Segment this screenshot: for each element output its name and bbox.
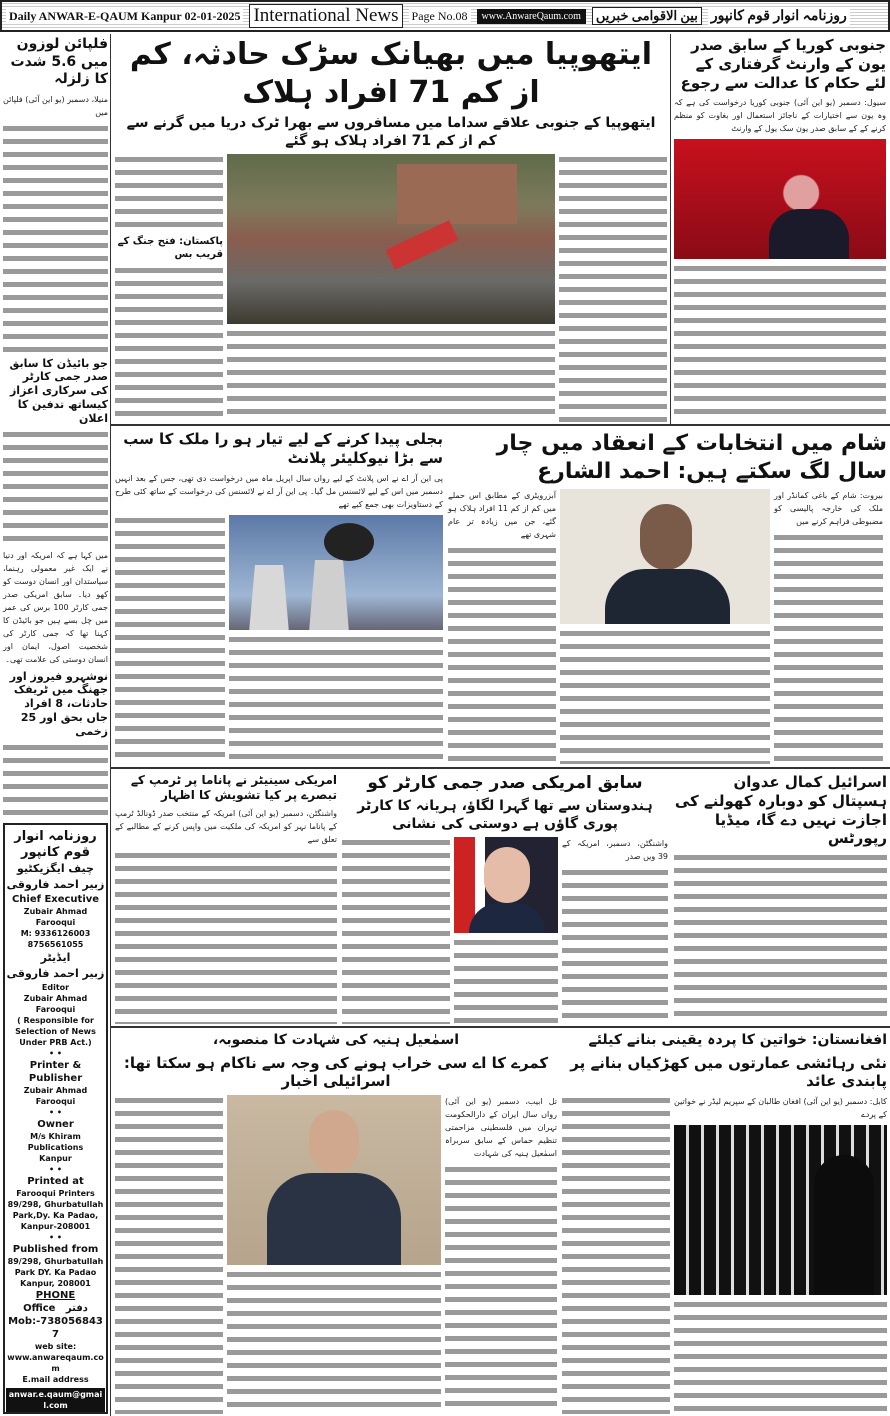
lead-text (115, 265, 223, 422)
haniyeh-story (115, 1032, 557, 1414)
email-address[interactable]: anwar.e.qaum@gmail.com (6, 1388, 105, 1412)
syria-text (560, 628, 770, 764)
nuclear-text (229, 634, 443, 765)
israel-headline: اسرائیل کمال عدوان ہسپتال کو دوبارہ کھولنے کی اجازت نہیں دے گا، میڈیا رپورٹس (674, 773, 887, 848)
nowshera-text (3, 742, 108, 819)
suit-shape (469, 903, 545, 933)
editor-label: Editor (41, 983, 70, 993)
nuclear-body: پی این آر اے نے اس پلانٹ کے لیے رواں سال اپریل ماہ میں درخواست دی تھی، جس کے بعد انہیں دسمبر میں اس کے لیے لائسنس مل گیا۔ پی این آر اے نے لائسنس کی درخواست کے ساتھ کئی طرح کے دستاویزات بھی جمع کیے تھے (115, 473, 443, 509)
separator: • • (48, 1049, 62, 1059)
printer-publisher-name: Zubair Ahmad Farooqui (23, 1086, 88, 1107)
nuclear-plant-photo (229, 515, 443, 630)
syria-headline: شام میں انتخابات کے انعقاد میں چار سال لگ سکتے ہیں: احمد الشارع (496, 431, 887, 484)
phone-2: 8756561055 (27, 940, 84, 950)
separator: • • (48, 1165, 62, 1175)
syria-story (448, 430, 887, 764)
korea-text (674, 263, 886, 422)
carter-story (342, 773, 668, 1024)
section-rule (111, 767, 890, 769)
edition-line: Daily ANWAR-E-QAUM Kanpur 02-01-2025 (6, 9, 243, 24)
cooling-tower (249, 565, 289, 630)
syria-text (774, 532, 883, 764)
phone-1: M: 9336126003 (20, 929, 91, 939)
carter-kicker: سابق امریکی صدر جمی کارٹر کو (367, 773, 643, 793)
masthead-box (3, 823, 108, 1414)
lead-headline: ایتھوپیا میں بھیانک سڑک حادثہ، کم از کم 71 افراد ہلاک (129, 37, 653, 110)
left-sidebar (3, 36, 108, 1414)
accident-photo (227, 154, 555, 324)
afghan-woman-photo (674, 1125, 887, 1295)
face-shape (640, 504, 692, 570)
senator-text (115, 850, 337, 1024)
editor-name: Zubair Ahmad Farooqui (23, 994, 88, 1015)
nuclear-story (115, 430, 443, 764)
philippines-body: منیلا، دسمبر (یو این آئی) فلپائن میں (3, 94, 108, 117)
afghan-text (674, 1299, 887, 1414)
masthead-urdu: روزنامہ انوار قوم کانپور (708, 8, 850, 25)
haniyeh-body: تل ابیب، دسمبر (یو این آئی) رواں سال ایران کے دارالحکومت تہران میں فلسطینی مزاحمتی تنظیم حماس کے سابق سربراہ اسمٰعیل ہنیہ کی شہادت (445, 1097, 557, 1158)
editor-name-urdu: زبیر احمد فاروقی (6, 967, 105, 981)
printed-at-label: Printed at (27, 1176, 84, 1188)
section-title: International News (249, 4, 402, 28)
separator: • • (48, 1108, 62, 1118)
lead-text (559, 154, 667, 422)
chief-executive-urdu: چیف ایگزیکٹیو (17, 862, 94, 876)
biden-text (3, 429, 108, 544)
prb-note: ( Responsible for Selection of News Under PRB Act.) (15, 1016, 96, 1048)
carter-text (454, 937, 558, 1024)
philippines-headline: فلپائن لوزون میں 5.6 شدت کا زلزلہ (10, 36, 108, 87)
page-header (0, 0, 890, 32)
ahmed-al-sharaa-photo (560, 489, 770, 624)
section-title-urdu: بین الاقوامی خبریں (592, 7, 702, 25)
biden-body: میں کہا ہے کہ امریکہ اور دنیا نے ایک غیر معمولی رہنما، سیاستدان اور انسان دوست کو کھو دیا۔ سابق امریکی صدر جمی کارٹر 100 برس کی عمر میں چل بسے ہیں جو بائیڈن کا کہنا تھا کہ جمی کارٹر کی شخصیت اصول، ایمان اور انسان دوستی کی علامت تھی۔ (3, 550, 108, 664)
chief-executive-name: Zubair Ahmad Farooqui (23, 907, 88, 928)
paper-name-urdu: روزنامہ انوار قوم کانپور (14, 829, 97, 861)
truck-shape (386, 220, 459, 270)
afghan-story (562, 1032, 887, 1414)
israel-story (674, 773, 887, 1024)
nowshera-headline: نوشہرو فیروز اور جھنگ میں ٹریفک حادثات، 8 افراد جاں بحق اور 25 زخمی (9, 669, 108, 738)
editor-urdu: ایڈیٹر (40, 951, 71, 965)
israel-text (674, 852, 887, 1024)
korea-headline: جنوبی کوریا کے سابق صدر یون کے وارنٹ گرفتاری کے لئے حکام کا عدالت سے رجوع (680, 36, 886, 92)
afghan-text (562, 1095, 670, 1414)
haniyeh-kicker: اسمٰعیل ہنیہ کی شہادت کا منصوبہ، (212, 1032, 460, 1048)
afghan-kicker: افغانستان: خواتین کا پردہ یقینی بنانے کیلئے (588, 1032, 887, 1048)
printer-publisher-label: Printer & Publisher (28, 1060, 83, 1085)
office-urdu: دفتر (65, 1303, 88, 1315)
haniyeh-text (227, 1269, 441, 1414)
lead-text (227, 328, 555, 422)
separator: • • (48, 1233, 62, 1243)
philippines-text (3, 123, 108, 353)
afghan-body: کابل: دسمبر (یو این آئی) افغان طالبان کے سپریم لیڈر نے خواتین کے پردے (674, 1097, 887, 1119)
haniyeh-text (445, 1164, 557, 1414)
biden-headline: جو بائیڈن کا سابق صدر جمی کارٹر کی سرکاری اعزاز کیساتھ تدفین کا اعلان (9, 356, 108, 425)
afghan-headline: نئی رہائشی عمارتوں میں کھڑکیاں بنانے پر پابندی عائد (570, 1053, 887, 1091)
syria-text (448, 545, 556, 764)
carter-headline: ہندوستان سے تھا گہرا لگاؤ، ہریانہ کا کارٹر پوری گاؤں ہے دوستی کی نشانی (357, 798, 653, 832)
face-shape (484, 847, 530, 903)
korea-story (674, 36, 886, 422)
lead-text (115, 154, 223, 232)
syria-body: بیروت: شام کے باغی کمانڈر اور ملک کی خارجہ پالیسی کو مضبوطی فراہم کرنے میں (774, 491, 883, 526)
lead-subhead-2: پاکستان: فتح جنگ کے قریب بس (117, 236, 223, 260)
face-shape (309, 1110, 359, 1172)
syria-body-2: آبزرویٹری کے مطابق اس حملے میں کم از کم 11 افراد ہلاک ہو گئے، جن میں زیادہ تر عام شہری تھے (448, 491, 556, 539)
carter-text (342, 837, 450, 1024)
building-shape (397, 164, 517, 224)
section-rule (111, 424, 890, 426)
cooling-tower (309, 560, 349, 630)
website-label: web site: (34, 1342, 77, 1352)
chief-executive-label: Chief Executive (11, 894, 100, 906)
website-url[interactable]: www.anwareqaum.com (7, 1353, 104, 1374)
column-rule (670, 34, 671, 424)
page-number: Page No.08 (409, 9, 471, 24)
name-urdu: زبیر احمد فاروقی (6, 878, 105, 892)
lead-story (115, 36, 667, 422)
owner-name: M/s Khiram Publications (27, 1132, 84, 1153)
published-address: 89/298, Ghurbatullah Park DY. Ka Padao Kanpur, 208001 (7, 1257, 104, 1289)
haniyeh-text (115, 1095, 223, 1414)
suit-shape (769, 209, 849, 259)
carter-body: واشنگٹن، دسمبر، امریکہ کے 39 ویں صدر (562, 839, 668, 862)
haniyeh-headline: کمرے کا اے سی خراب ہونے کی وجہ سے ناکام ہو سکتا تھا: اسرائیلی اخبار (123, 1053, 549, 1091)
section-rule (111, 1026, 890, 1028)
published-from-label: Published from (12, 1244, 99, 1256)
ismail-haniyeh-photo (227, 1095, 441, 1265)
senator-story (115, 773, 337, 1024)
senator-body: واشنگٹن، دسمبر (یو این آئی) امریکہ کے منتخب صدر ڈونالڈ ٹرمپ کے پاناما نہر کو امریکہ کی ملکیت میں واپس کرنے کے مطالبے کے تعلق سے (115, 809, 337, 844)
mobile-number: Mob:-7380568437 (8, 1316, 103, 1341)
nuclear-text (115, 515, 225, 765)
carter-text (562, 867, 668, 1024)
owner-label: Owner (37, 1119, 74, 1131)
nuclear-headline: بجلی پیدا کرنے کے لیے تیار ہو را ملک کا سب سے بڑا نیوکلیئر پلانٹ (123, 430, 443, 467)
website-link[interactable]: www.AnwareQaum.com (477, 9, 586, 24)
email-label: E.mail address (22, 1375, 89, 1385)
yoon-photo (674, 139, 886, 259)
korea-body: سیول: دسمبر (یو این آئی) جنوبی کوریا درخواست کی ہے کہ وہ یون سے اختیارات کے ناجائز استعمال اور بغاوت کو منظم کرنے کے کے سابق صدر یون سک یول کے وارنٹ (674, 98, 886, 134)
owner-city: Kanpur (39, 1154, 72, 1164)
office-label: Office (23, 1303, 56, 1315)
suit-shape (267, 1173, 401, 1265)
suit-shape (605, 569, 730, 624)
woman-silhouette (814, 1155, 874, 1295)
column-rule (110, 34, 111, 1416)
phone-label: PHONE (35, 1290, 76, 1302)
jimmy-carter-photo (454, 837, 558, 933)
lead-subheadline: ایتھوپیا کے جنوبی علاقے سداما میں مسافروں سے بھرا ٹرک دریا میں گرنے سے کم از کم 71 افراد ہلاک ہو گئے (126, 115, 656, 149)
smoke (324, 523, 374, 561)
senator-headline: امریکی سینیٹر نے پاناما پر ٹرمپ کے تبصرے پر کیا تشویش کا اظہار (130, 773, 337, 802)
printer-address: Farooqui Printers 89/298, Ghurbatullah Park,Dy. Ka Padao, Kanpur-208001 (7, 1189, 104, 1232)
